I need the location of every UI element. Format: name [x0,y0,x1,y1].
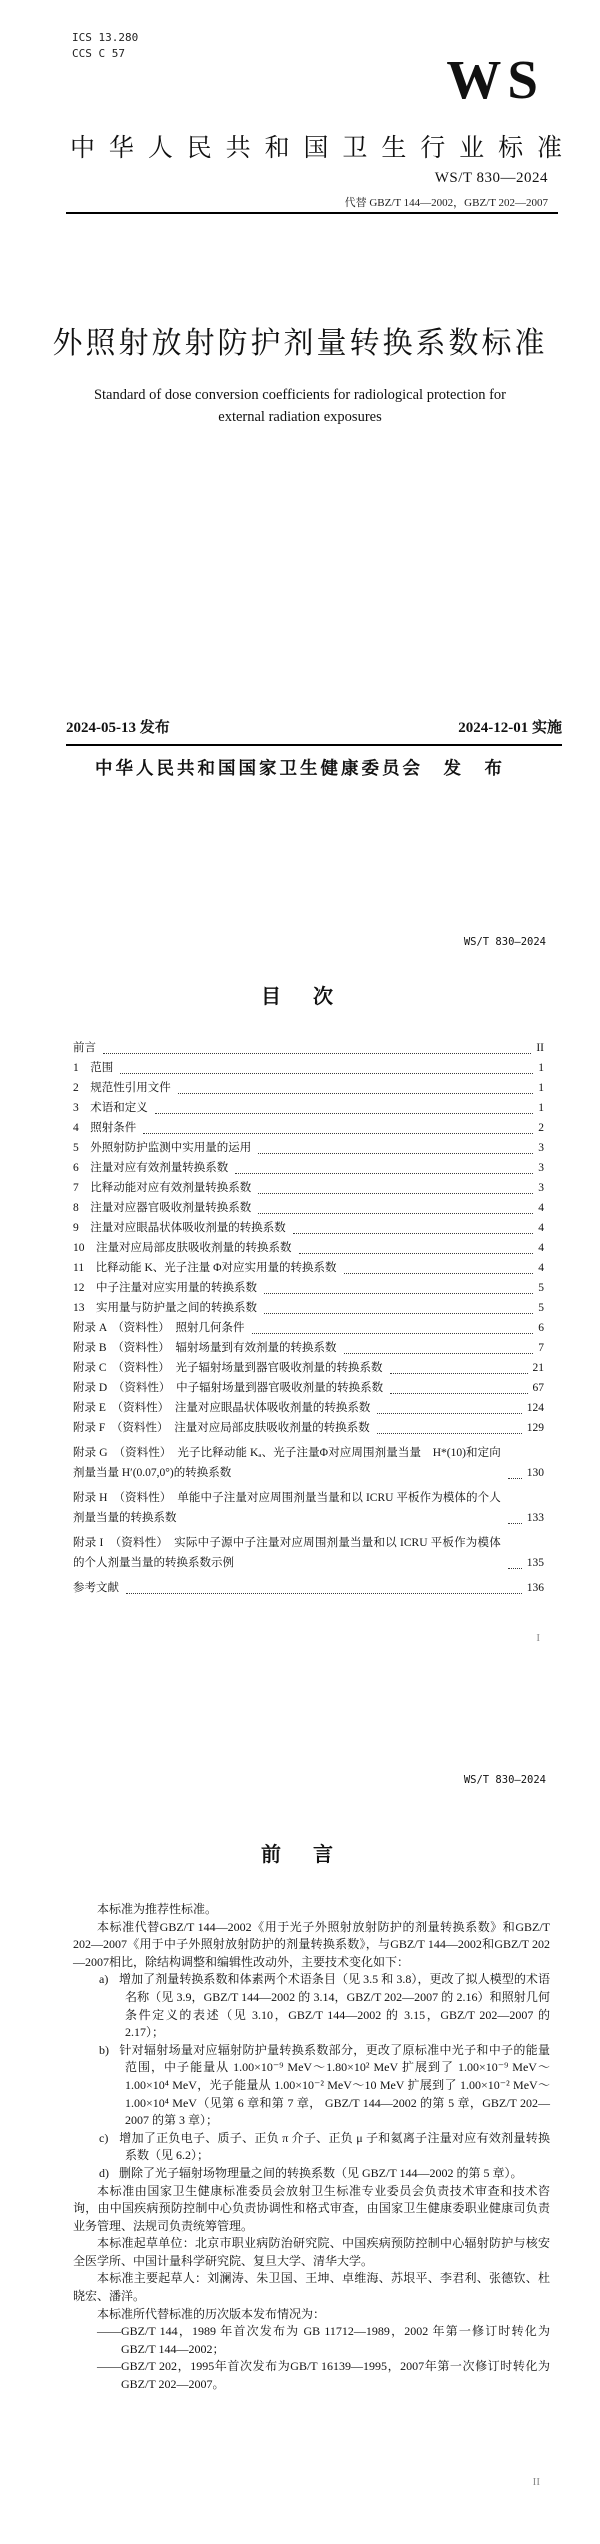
toc-entry: 附录 E （资料性） 注量对应眼晶状体吸收剂量的转换系数 124 [73,1402,544,1414]
toc-entry: 前言 II [73,1042,544,1054]
toc-entry: 5 外照射防护监测中实用量的运用 3 [73,1142,544,1154]
toc-list [73,1038,544,1598]
foreword-list-item: b) 针对辐射场量对应辐射防护量转换系数部分，更改了原标准中光子和中子的能量范围，中子能量从 1.00×10⁻⁹ MeV～1.80×10² MeV 扩展到了 1.00×10⁻⁹ MeV～1.00×10⁴ MeV，光子能量从 1.00×10⁻² MeV～10 MeV 扩展到了 1.00×10⁻² MeV～1.00×10⁴ MeV（见第 6 章和第 7 章， GBZ/T 144—2002 的第 5 章，GBZ/T 202—2007 的第 3 章）； [99,2042,550,2128]
toc-entry: 附录 I （资料性） 实际中子源中子注量对应周围剂量当量和以 ICRU 平板作为模体的个人剂量当量的转换系数示例 135 [73,1537,544,1569]
foreword-list-item: c) 增加了正负电子、质子、正负 π 介子、正负 μ 子和氦离子注量对应有效剂量转换系数（见 6.2）； [99,2130,550,2163]
toc-entry: 12 中子注量对应实用量的转换系数 5 [73,1282,544,1294]
list-marker: a) [99,1972,109,1987]
foreword-history-item: ——GBZ/T 144，1989 年首次发布为 GB 11712—1989，2002 年第一修订时转化为 GBZ/T 144—2002； [97,2324,550,2356]
issuing-body: 中华人民共和国国家卫生健康委员会 发 布 [95,758,505,778]
dot-leader [390,1373,528,1374]
dot-leader [264,1313,533,1314]
toc-entry: 参考文献 136 [73,1582,544,1594]
dot-leader [252,1333,534,1334]
toc-entry: 3 术语和定义 1 [73,1102,544,1114]
toc-entry: 附录 D （资料性） 中子辐射场量到器官吸收剂量的转换系数 67 [73,1382,544,1394]
running-header-toc-page: WS/T 830—2024 [463,936,546,948]
toc-entry: 附录 A （资料性） 照射几何条件 6 [73,1322,544,1334]
toc-entry: 9 注量对应眼晶状体吸收剂量的转换系数 4 [73,1222,544,1234]
dot-leader [299,1253,534,1254]
toc-entry: 附录 C （资料性） 光子辐射场量到器官吸收剂量的转换系数 21 [73,1362,544,1374]
toc-entry: 8 注量对应器官吸收剂量转换系数 4 [73,1202,544,1214]
dot-leader [258,1193,533,1194]
toc-entry: 1 范围 1 [73,1062,544,1074]
foreword-list-item: a) 增加了剂量转换系数和体素两个术语条目（见 3.5 和 3.8），更改了拟人模型的术语名称（见 3.9，GBZ/T 144—2002 的 3.14，GBZ/T 202—2007 的 2.16）和照射几何条件定义的表述（见 3.10，GBZ/T 144—2002 的 3.15，GBZ/T 202—2007 的 2.17）； [99,1972,550,2040]
ics-code: ICS 13.280 [72,31,139,44]
dot-leader [508,1478,522,1479]
dot-leader [258,1213,533,1214]
ics-ccs-codes [72,30,138,62]
document-title-zh: 外照射放射防护剂量转换系数标准 [52,327,548,360]
dot-leader [143,1133,533,1134]
foreword-paragraph: 本标准所代替标准的历次版本发布情况为： [97,2306,326,2321]
list-marker: c) [99,2130,109,2145]
page-number-foreword: II [532,2476,540,2488]
toc-entry: 附录 B （资料性） 辐射场量到有效剂量的转换系数 7 [73,1342,544,1354]
dot-leader [344,1353,534,1354]
dot-leader [264,1293,533,1294]
page-number-toc: I [536,1632,540,1644]
standard-number: WS/T 830—2024 [434,170,548,186]
ccs-code: CCS C 57 [72,47,125,60]
dot-leader [103,1053,531,1054]
foreword-paragraph: 本标准为推荐性标准。 [97,1902,218,1916]
running-header-foreword-page: WS/T 830—2024 [463,1774,546,1786]
dot-leader [235,1173,533,1174]
toc-entry: 4 照射条件 2 [73,1122,544,1134]
toc-entry: 附录 F （资料性） 注量对应局部皮肤吸收剂量的转换系数 129 [73,1422,544,1434]
dot-leader [120,1073,533,1074]
foreword-list-item: d) 删除了光子辐射场物理量之间的转换系数（见 GBZ/T 144—2002 的第 5 章）。 [73,2165,550,2183]
toc-title: 目 次 [261,986,339,1008]
list-marker: d) [99,2165,109,2180]
replaces-note: 代替 GBZ/T 144—2002，GBZ/T 202—2007 [344,197,548,209]
implementation-date: 2024-12-01 实施 [458,720,562,736]
date-row [66,716,562,746]
dot-leader [155,1113,534,1114]
foreword-title: 前 言 [261,1844,339,1866]
list-marker: b) [99,2042,109,2057]
foreword-paragraph: 本标准起草单位：北京市职业病防治研究院、中国疾病预防控制中心辐射防护与核安全医学所、中国计量科学研究院、复旦大学、清华大学。 [73,2236,550,2268]
document-title-en: Standard of dose conversion coefficients for radiological protection for external radiation exposures [93,387,507,425]
dot-leader [390,1393,527,1394]
foreword-paragraph: 本标准主要起草人：刘澜涛、朱卫国、王坤、卓维海、苏垠平、李君利、张德钦、杜晓宏、潘洋。 [73,2271,550,2304]
cover-rule [66,212,558,214]
dot-leader [178,1093,534,1094]
toc-entry: 2 规范性引用文件 1 [73,1082,544,1094]
ws-logo: WS [446,49,544,110]
toc-entry: 11 比释动能 K、光子注量 Φ对应实用量的转换系数 4 [73,1262,544,1274]
toc-entry: 13 实用量与防护量之间的转换系数 5 [73,1302,544,1314]
toc-entry: 10 注量对应局部皮肤吸收剂量的转换系数 4 [73,1242,544,1254]
dot-leader [508,1568,522,1569]
foreword-history-item: ——GBZ/T 202，1995年首次发布为GB/T 16139—1995，2007年第一次修订时转化为GBZ/T 202—2007。 [97,2359,550,2392]
dot-leader [126,1593,522,1594]
dot-leader [377,1433,522,1434]
foreword-body [73,1901,550,2394]
dot-leader [344,1273,534,1274]
toc-entry: 附录 G （资料性） 光子比释动能 Kₐ、光子注量Φ对应周围剂量当量 H*(10)和定向剂量当量 H′(0.07,0°)的转换系数 130 [73,1447,544,1479]
issue-date: 2024-05-13 发布 [66,720,170,736]
toc-entry: 6 注量对应有效剂量转换系数 3 [73,1162,544,1174]
toc-entry: 7 比释动能对应有效剂量转换系数 3 [73,1182,544,1194]
standard-type-heading: 中 华 人 民 共 和 国 卫 生 行 业 标 准 [70,135,564,162]
dot-leader [508,1523,522,1524]
dot-leader [377,1413,521,1414]
toc-entry: 附录 H （资料性） 单能中子注量对应周围剂量当量和以 ICRU 平板作为模体的个人剂量当量的转换系数 133 [73,1492,544,1524]
foreword-paragraph: 本标准代替GBZ/T 144—2002《用于光子外照射放射防护的剂量转换系数》和GBZ/T 202—2007《用于中子外照射放射防护的剂量转换系数》，与GBZ/T 144—2002和GBZ/T 202—2007相比，除结构调整和编辑性改动外，主要技术变化如下： [73,1919,550,1969]
dot-leader [293,1233,534,1234]
foreword-paragraph: 本标准由国家卫生健康标准委员会放射卫生标准专业委员会负责技术审查和技术咨询，由中国疾病预防控制中心负责协调性和格式审查，由国家卫生健康委职业健康司负责业务管理、法规司负责统筹管理。 [73,2183,550,2233]
dot-leader [258,1153,533,1154]
